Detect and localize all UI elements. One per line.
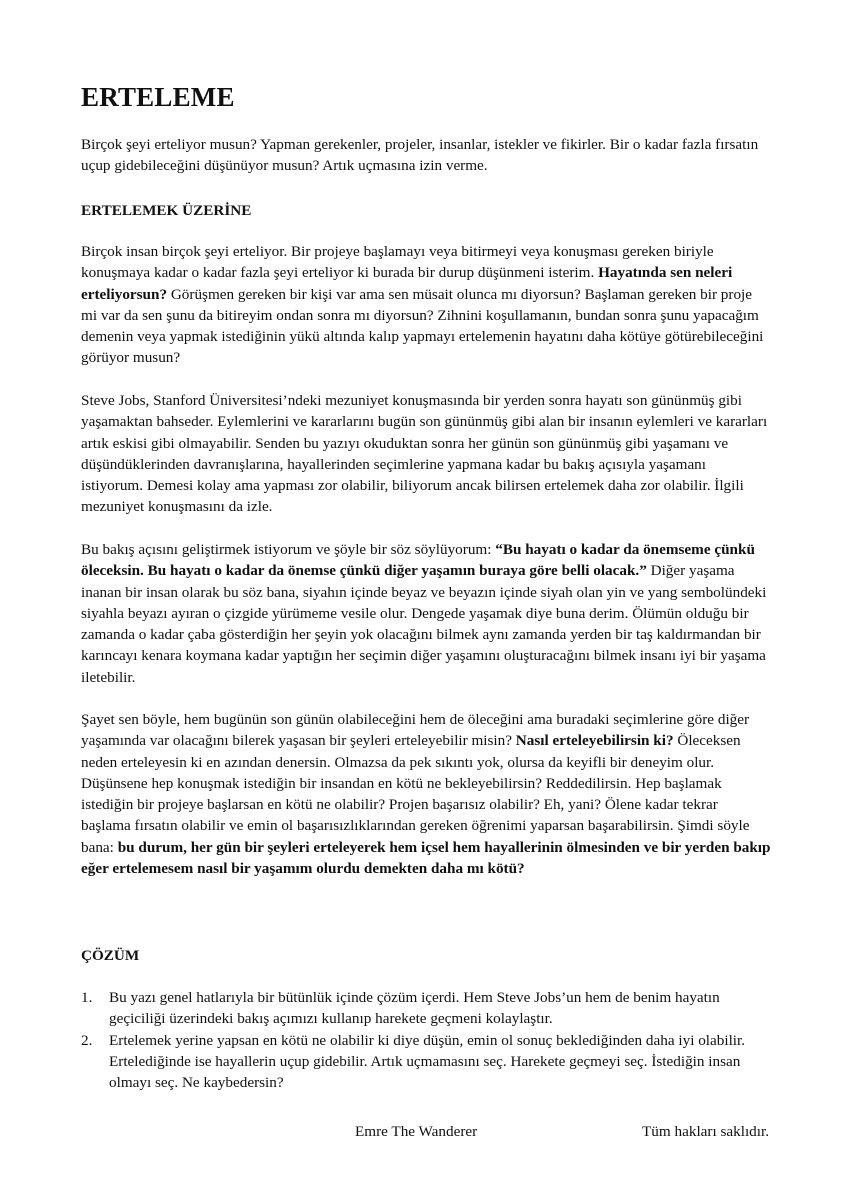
list-item-number: 2. bbox=[81, 1031, 93, 1049]
paragraph-3-text-a: Bu bakış açısını geliştirmek istiyorum ve şöyle bir söz söylüyorum: bbox=[81, 541, 496, 558]
paragraph-4-text-a: Şayet sen böyle, hem bugünün son günün olabileceğini hem de öleceğini ama buradaki seçimlerine göre diğer yaşamında var olacağını bilerek yaşasan bir şeyleri erteleyebilir misin? bbox=[81, 711, 750, 750]
intro-paragraph: Birçok şeyi erteliyor musun? Yapman gerekenler, projeler, insanlar, istekler ve fikirler. Bir o kadar fazla fırsatın uçup gidebileceğini düşünüyor musun? Artık uçmasına izin verme. bbox=[81, 136, 759, 175]
document-title: ERTELEME bbox=[81, 82, 235, 112]
list-item bbox=[81, 987, 771, 1030]
paragraph-4 bbox=[81, 709, 771, 879]
section-heading-ertelemek: ERTELEMEK ÜZERİNE bbox=[81, 202, 252, 219]
paragraph-1-bold-question: Hayatında sen neleri erteliyorsun? bbox=[81, 264, 733, 303]
paragraph-3-text-c: Diğer yaşama inanan bir insan olarak bu söz bana, siyahın içinde beyaz ve beyazın içinde siyah olan yin ve yang sembolündeki siyahla beyazı ayıran o çizgide yürümeme vesile olur. Dengede yaşamak diye buna derim. Ölümün olduğu bir zamanda o kadar çaba gösterdiğin her şeyin yok olacağını bilmek aynı zamanda yerden bir taş kaldırmandan bir karıncayı kenara koymana kadar yaptığın her seçimin diğer yaşamını oluşturacağını bilmek insanı iyi bir yaşama iletebilir. bbox=[81, 562, 767, 686]
paragraph-1-text-c: Görüşmen gereken bir kişi var ama sen müsait olunca mı diyorsun? Başlaman gereken bir proje mi var da sen şunu da bitireyim ondan sonra mı diyorsun? Zihnini koşullamanın, bundan sonra şunu yapacağım demenin veya yapmak istediğinin yükü altında kalıp yapmayı ertelemenin hayatını daha kötüye götürebileceğini görüyor musun? bbox=[81, 285, 764, 367]
paragraph-4-bold-question: Nasıl erteleyebilirsin ki? bbox=[515, 732, 674, 750]
author-signature: Emre The Wanderer bbox=[355, 1123, 478, 1140]
paragraph-2: Steve Jobs, Stanford Üniversitesi’ndeki mezuniyet konuşmasında bir yerden sonra hayatı son gününmüş gibi yaşamaktan bahseder. Eylemlerini ve kararlarını bugün son gününmüş gibi alan bir insanın eylemleri ve kararları artık eskisi gibi olmayabilir. Senden bu yazıyı okuduktan sonra her günün son gününmüş gibi yaşamanı ve düşündüklerinden davranışlarına, hayallerinden seçimlerine yapmana kadar bu bakış açısıyla yaşamanı istiyorum. Demesi kolay ama yapması zor olabilir, biliyorum ancak bilirsen ertelemek daha zor olabilir. İlgili mezuniyet konuşmasını da izle. bbox=[81, 392, 768, 516]
section-heading-cozum: ÇÖZÜM bbox=[81, 947, 140, 964]
list-item bbox=[81, 1030, 771, 1094]
list-item-text: Bu yazı genel hatlarıyla bir bütünlük içinde çözüm içerdi. Hem Steve Jobs’un hem de benim hayatın geçiciliği üzerindeki bakış açımızı kullanıp harekete geçmeni kolaylaştır. bbox=[109, 989, 720, 1028]
paragraph-1 bbox=[81, 241, 771, 369]
paragraph-4-text-c: Öleceksen neden erteleyesin ki en azından denersin. Olmazsa da pek sıkıntı yok, olursa da keyifli bir deneyim olur. Düşünsene hep konuşmak istediğin bir insandan en kötü ne bekleyebilirsin? Reddedilirsin. Hep başlamak istediğin bir projeye başlarsan en kötü ne olabilir? Projen başarısız olabilir? Eh, yani? Ölene kadar tekrar başlama fırsatın olabilir ve emin ol başarısızlıklarından gereken öğrenimi yaparsan başarabilirsin. Şimdi söyle bana: bbox=[81, 732, 750, 856]
paragraph-1-text-a: Birçok insan birçok şeyi erteliyor. Bir projeye başlamayı veya bitirmeyi veya konuşması gereken biriyle konuşmaya kadar o kadar fazla şeyi erteliyor ki burada bir durup düşünmeni isterim. bbox=[81, 243, 714, 282]
paragraph-4-bold-closing: bu durum, her gün bir şeyleri erteleyerek hem içsel hem hayallerinin ölmesinden ve bir yerden bakıp eğer ertelemesem nasıl bir yaşamım olurdu demekten daha mı kötü? bbox=[81, 838, 771, 878]
copyright-notice: Tüm hakları saklıdır. bbox=[642, 1123, 769, 1140]
paragraph-3 bbox=[81, 539, 771, 688]
list-item-text: Ertelemek yerine yapsan en kötü ne olabilir ki diye düşün, emin ol sonuç beklediğinden daha iyi olabilir. Ertelediğinde ise hayallerin uçup gidebilir. Artık uçmamasını seç. Harekete geçmeyi seç. İstediğin insan olmayı seç. Ne kaybedersin? bbox=[109, 1031, 746, 1092]
list-item-number: 1. bbox=[81, 989, 93, 1006]
paragraph-3-bold-quote: “Bu hayatı o kadar da önemseme çünkü öleceksin. Bu hayatı o kadar da önemse çünkü diğer yaşamın buraya göre belli olacak.” bbox=[81, 541, 755, 580]
solution-list bbox=[81, 987, 771, 1093]
